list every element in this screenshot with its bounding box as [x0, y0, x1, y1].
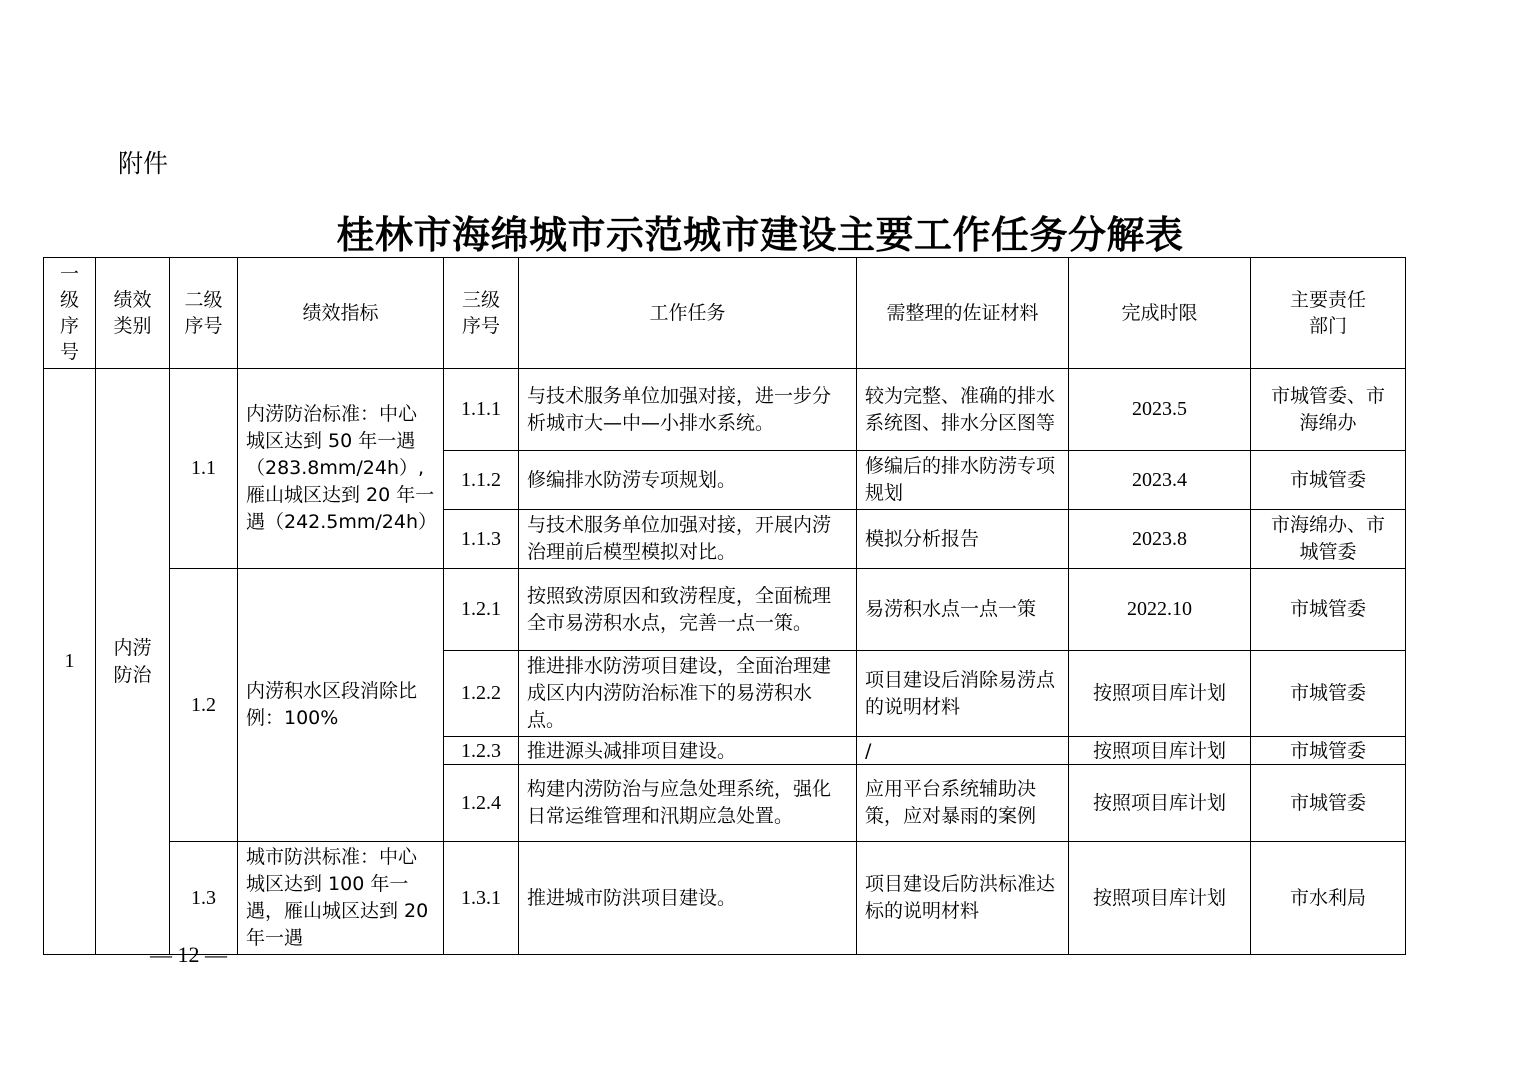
department-cell: 市城管委、市海绵办 [1251, 369, 1406, 451]
deadline-cell: 2023.5 [1069, 369, 1251, 451]
header-row [44, 258, 1406, 369]
page-number: — 12 — [150, 942, 227, 967]
task-cell: 构建内涝防治与应急处理系统，强化日常运维管理和汛期应急处置。 [519, 765, 857, 842]
deadline-cell: 2022.10 [1069, 569, 1251, 651]
l1-no-cell: 1 [44, 369, 96, 955]
task-cell: 与技术服务单位加强对接，进一步分析城市大—中—小排水系统。 [519, 369, 857, 451]
department-cell: 市水利局 [1251, 842, 1406, 955]
l3-no-cell: 1.1.3 [444, 510, 519, 569]
table-row [44, 569, 1406, 651]
department-cell: 市海绵办、市城管委 [1251, 510, 1406, 569]
indicator-cell: 城市防洪标准：中心城区达到 100 年一遇，雁山城区达到 20 年一遇 [238, 842, 444, 955]
task-cell: 与技术服务单位加强对接，开展内涝治理前后模型模拟对比。 [519, 510, 857, 569]
header-l1-no: 一级序号 [44, 258, 96, 369]
deadline-cell: 2023.4 [1069, 451, 1251, 510]
materials-cell: 模拟分析报告 [857, 510, 1069, 569]
materials-cell: 项目建设后防洪标准达标的说明材料 [857, 842, 1069, 955]
department-cell: 市城管委 [1251, 765, 1406, 842]
task-cell: 推进排水防涝项目建设，全面治理建成区内内涝防治标准下的易涝积水点。 [519, 651, 857, 737]
department-cell: 市城管委 [1251, 651, 1406, 737]
materials-cell: 较为完整、准确的排水系统图、排水分区图等 [857, 369, 1069, 451]
materials-cell: 应用平台系统辅助决策，应对暴雨的案例 [857, 765, 1069, 842]
l2-no-cell: 1.3 [170, 842, 238, 955]
department-cell: 市城管委 [1251, 451, 1406, 510]
materials-cell: 项目建设后消除易涝点的说明材料 [857, 651, 1069, 737]
deadline-cell: 2023.8 [1069, 510, 1251, 569]
task-cell: 推进源头减排项目建设。 [519, 737, 857, 765]
l3-no-cell: 1.1.1 [444, 369, 519, 451]
header-category: 绩效类别 [96, 258, 170, 369]
deadline-cell: 按照项目库计划 [1069, 737, 1251, 765]
l3-no-cell: 1.2.3 [444, 737, 519, 765]
header-l2-no: 二级序号 [170, 258, 238, 369]
task-cell: 按照致涝原因和致涝程度，全面梳理全市易涝积水点，完善一点一策。 [519, 569, 857, 651]
deadline-cell: 按照项目库计划 [1069, 765, 1251, 842]
category-cell: 内涝防治 [96, 369, 170, 955]
header-indicator: 绩效指标 [238, 258, 444, 369]
table-row [44, 369, 1406, 451]
header-l3-no: 三级序号 [444, 258, 519, 369]
indicator-cell: 内涝积水区段消除比例：100% [238, 569, 444, 842]
l2-no-cell: 1.2 [170, 569, 238, 842]
l3-no-cell: 1.1.2 [444, 451, 519, 510]
deadline-cell: 按照项目库计划 [1069, 651, 1251, 737]
header-department: 主要责任部门 [1251, 258, 1406, 369]
l3-no-cell: 1.3.1 [444, 842, 519, 955]
task-cell: 推进城市防洪项目建设。 [519, 842, 857, 955]
department-cell: 市城管委 [1251, 569, 1406, 651]
header-materials: 需整理的佐证材料 [857, 258, 1069, 369]
materials-cell: 修编后的排水防涝专项规划 [857, 451, 1069, 510]
l2-no-cell: 1.1 [170, 369, 238, 569]
header-task: 工作任务 [519, 258, 857, 369]
l3-no-cell: 1.2.2 [444, 651, 519, 737]
department-cell: 市城管委 [1251, 737, 1406, 765]
l3-no-cell: 1.2.1 [444, 569, 519, 651]
indicator-cell: 内涝防治标准：中心城区达到 50 年一遇（283.8mm/24h）,雁山城区达到 20 年一遇（242.5mm/24h） [238, 369, 444, 569]
attachment-label: 附件 [118, 149, 169, 178]
materials-cell: 易涝积水点一点一策 [857, 569, 1069, 651]
task-table [43, 257, 1406, 955]
document-title: 桂林市海绵城市示范城市建设主要工作任务分解表 [336, 212, 1184, 257]
deadline-cell: 按照项目库计划 [1069, 842, 1251, 955]
task-cell: 修编排水防涝专项规划。 [519, 451, 857, 510]
l3-no-cell: 1.2.4 [444, 765, 519, 842]
materials-cell: / [857, 737, 1069, 765]
header-deadline: 完成时限 [1069, 258, 1251, 369]
table-row [44, 842, 1406, 955]
